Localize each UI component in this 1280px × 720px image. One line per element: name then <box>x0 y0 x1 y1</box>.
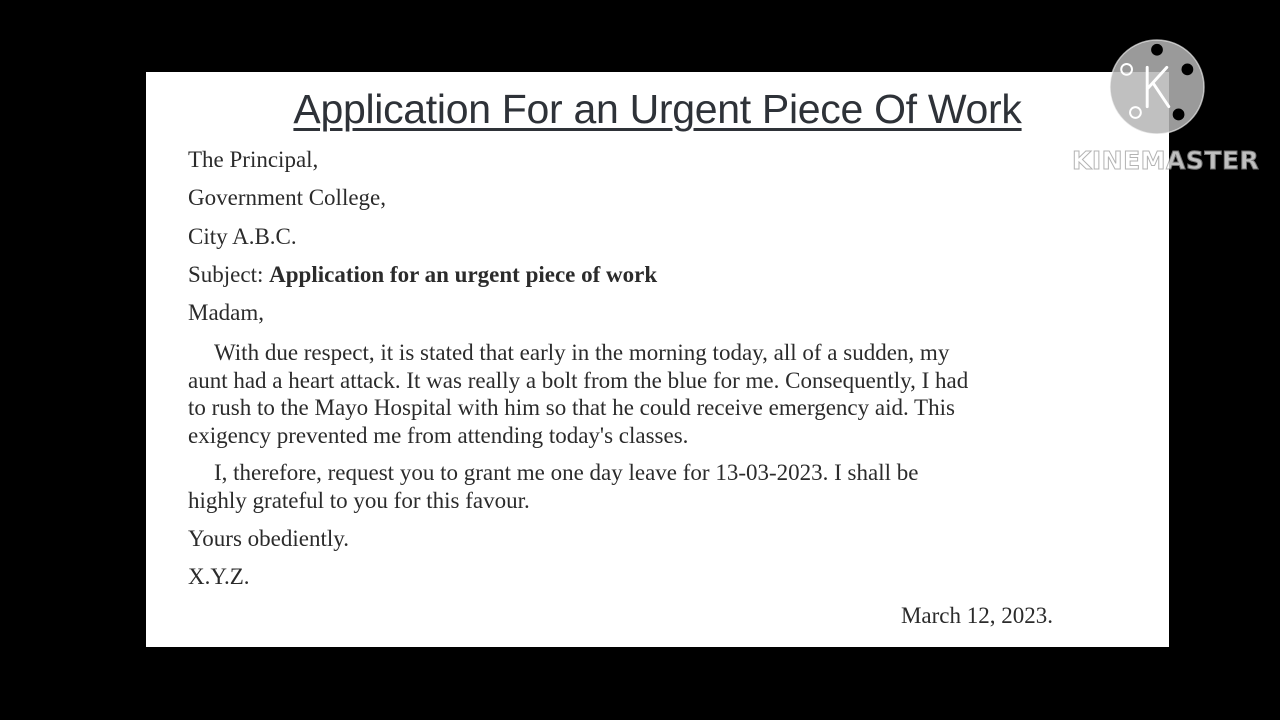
signature: X.Y.Z. <box>188 564 250 589</box>
paragraph-line: aunt had a heart attack. It was really a bolt from the blue for me. Consequently, I had <box>188 367 969 393</box>
closing: Yours obediently. <box>188 526 350 551</box>
watermark-text: KINEMASTER <box>1072 146 1260 175</box>
paragraph-line: I, therefore, request you to grant me one day leave for 13-03-2023. I shall be <box>214 460 919 485</box>
recipient-line-1: The Principal, <box>188 147 319 172</box>
paragraph-line: to rush to the Mayo Hospital with him so that he could receive emergency aid. This <box>188 395 955 420</box>
body-paragraph-2 <box>188 459 1068 514</box>
salutation: Madam, <box>188 300 265 325</box>
recipient-line-2: Government College, <box>188 185 387 210</box>
document-page <box>146 72 1169 647</box>
letter-date: March 12, 2023. <box>900 603 1053 628</box>
subject-label: Subject: <box>188 262 270 287</box>
recipient-line-3: City A.B.C. <box>188 224 297 249</box>
paragraph-line: With due respect, it is stated that early in the morning today, all of a sudden, my <box>214 340 950 365</box>
subject-text: Application for an urgent piece of work <box>269 262 658 287</box>
paragraph-line: exigency prevented me from attending today's classes. <box>188 422 689 448</box>
subject-line <box>188 261 1068 289</box>
paragraph-line: highly grateful to you for this favour. <box>188 487 530 513</box>
document-title: Application For an Urgent Piece Of Work <box>293 86 1022 132</box>
body-paragraph-1 <box>188 339 1068 449</box>
